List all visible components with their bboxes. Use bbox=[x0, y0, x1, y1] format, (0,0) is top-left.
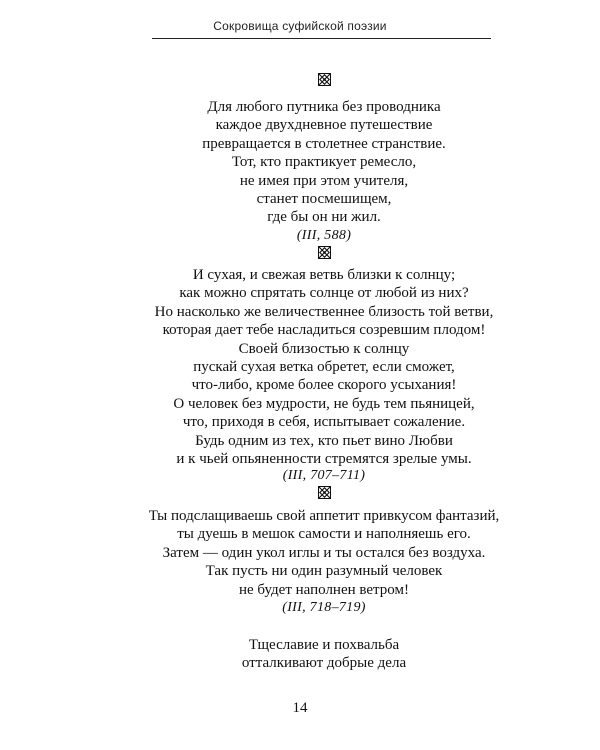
stanza-line: что-либо, кроме более скорого усыхания! bbox=[191, 377, 457, 394]
stanza-3 bbox=[100, 507, 548, 599]
stanza-line: Тщеславие и похвальба bbox=[248, 637, 400, 653]
stanza-line: Своей близостью к солнцу bbox=[238, 340, 410, 357]
knot-ornament-icon bbox=[318, 486, 331, 499]
stanza-line: И сухая, и свежая ветвь близки к солнцу; bbox=[192, 267, 456, 283]
stanza-line: превращается в столетнее странствие. bbox=[202, 135, 446, 152]
stanza-line: ты дуешь в мешок самости и наполняешь его. bbox=[177, 526, 471, 543]
knot-ornament-icon bbox=[318, 73, 331, 86]
stanza-line: Ты подслащиваешь свой аппетит привкусом фантазий, bbox=[148, 508, 500, 524]
stanza-line: что, приходя в себя, испытывает сожаление. bbox=[182, 414, 466, 431]
stanza-line: где бы он ни жил. bbox=[267, 209, 381, 226]
verse-reference-3: (III, 718–719) bbox=[282, 600, 366, 615]
header-rule bbox=[152, 38, 491, 39]
page-number: 14 bbox=[292, 700, 308, 716]
stanza-line: не будет наполнен ветром! bbox=[238, 581, 409, 598]
running-head: Сокровища суфийской поэзии bbox=[213, 19, 387, 33]
stanza-1 bbox=[100, 98, 548, 227]
stanza-line: пускай сухая ветка обретет, если сможет, bbox=[193, 359, 455, 376]
verse-reference-1: (III, 588) bbox=[296, 228, 352, 243]
stanza-line: Тот, кто практикует ремесло, bbox=[231, 154, 417, 171]
stanza-line: которая дает тебе насладиться созревшим плодом! bbox=[162, 322, 486, 339]
stanza-line: Для любого путника без проводника bbox=[207, 99, 441, 115]
stanza-line: не имея при этом учителя, bbox=[239, 172, 409, 189]
stanza-line: Так пусть ни один разумный человек bbox=[205, 563, 443, 580]
stanza-line: станет посмешищем, bbox=[256, 191, 392, 208]
stanza-line: Затем — один укол иглы и ты остался без воздуха. bbox=[162, 544, 486, 561]
stanza-2 bbox=[100, 266, 548, 468]
stanza-line: О человек без мудрости, не будь тем пьяницей, bbox=[173, 395, 475, 412]
stanza-4 bbox=[100, 636, 548, 673]
stanza-line: отталкивают добрые дела bbox=[241, 655, 407, 672]
verse-reference-2: (III, 707–711) bbox=[282, 468, 366, 483]
knot-ornament-icon bbox=[318, 246, 331, 259]
stanza-line: каждое двухдневное путешествие bbox=[215, 117, 433, 134]
stanza-line: Но насколько же величественнее близость той ветви, bbox=[154, 303, 494, 320]
stanza-line: Будь одним из тех, кто пьет вино Любви bbox=[195, 432, 453, 449]
stanza-line: и к чьей опьяненности стремятся зрелые умы. bbox=[176, 451, 472, 468]
stanza-line: как можно спрятать солнце от любой из них? bbox=[179, 285, 469, 302]
